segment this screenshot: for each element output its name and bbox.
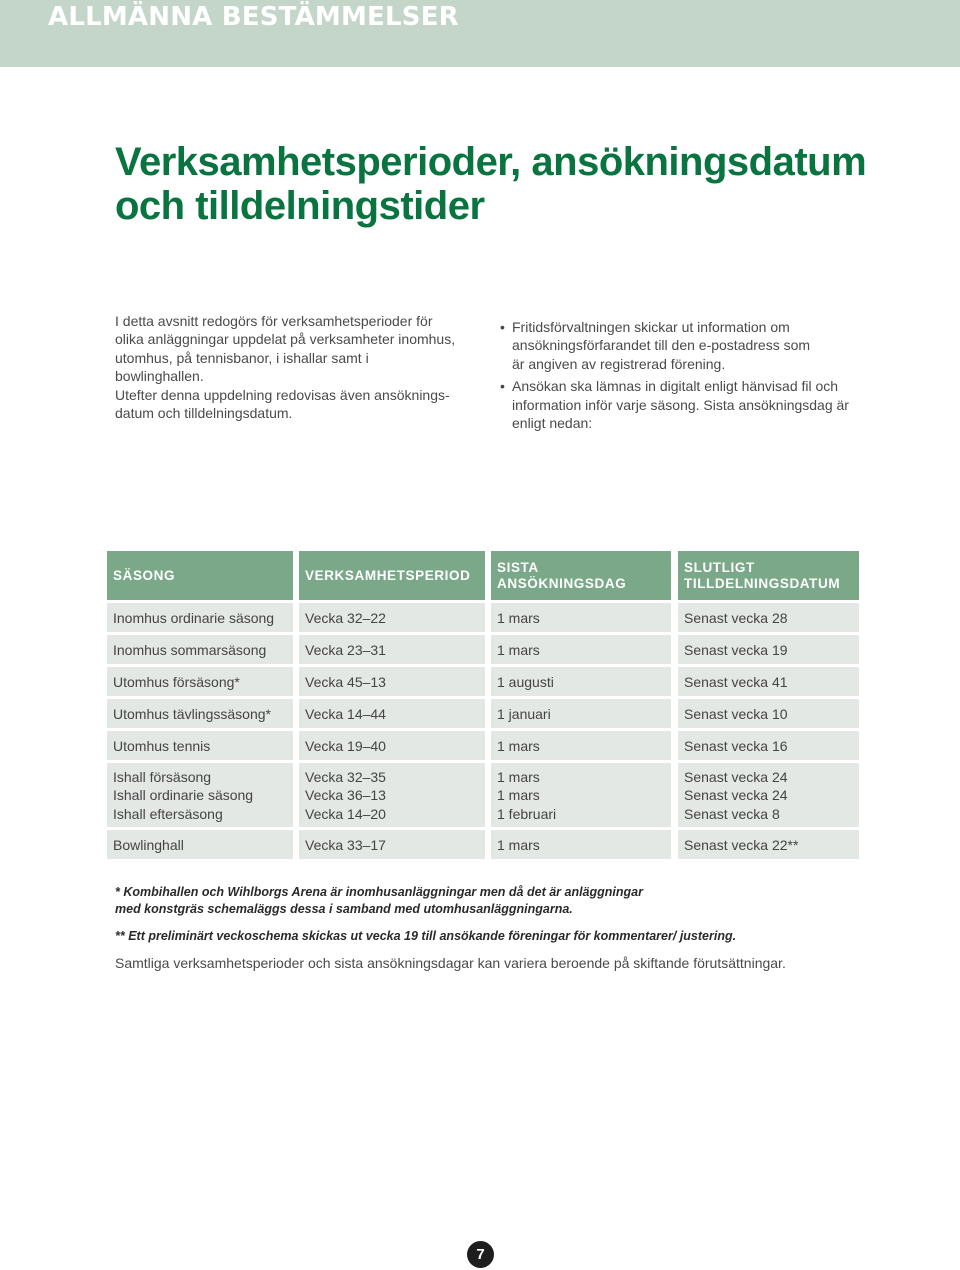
page-title-line: och tilldelningstider bbox=[115, 184, 485, 228]
cell-deadline bbox=[491, 731, 671, 760]
cell-line: Vecka 32–35 bbox=[305, 769, 386, 785]
info-bullet-list bbox=[499, 318, 859, 436]
bullet-item bbox=[499, 318, 859, 373]
cell-allocation bbox=[678, 830, 859, 859]
bullet-line: enligt nedan: bbox=[512, 415, 593, 432]
cell-line: Senast vecka 19 bbox=[684, 642, 788, 658]
cell-allocation bbox=[678, 667, 859, 696]
season-schedule-table bbox=[107, 551, 860, 862]
intro-line: datum och tilldelningsdatum. bbox=[115, 405, 293, 422]
header-line: SÄSONG bbox=[113, 567, 176, 583]
cell-allocation bbox=[678, 731, 859, 760]
bullet-dot-icon: • bbox=[500, 378, 505, 395]
column-header-deadline bbox=[491, 551, 671, 600]
intro-paragraph bbox=[115, 312, 460, 422]
cell-deadline bbox=[491, 699, 671, 728]
cell-deadline bbox=[491, 763, 671, 827]
cell-season bbox=[107, 699, 293, 728]
cell-line: Senast vecka 28 bbox=[684, 610, 788, 626]
cell-line: 1 mars bbox=[497, 738, 540, 754]
cell-line: 1 mars bbox=[497, 610, 540, 626]
table-row bbox=[107, 667, 860, 696]
cell-line: 1 januari bbox=[497, 706, 551, 722]
intro-line: Utefter denna uppdelning redovisas även ansöknings- bbox=[115, 386, 450, 403]
page-title-line: Verksamhetsperioder, ansökningsdatum bbox=[115, 140, 867, 184]
cell-line: Vecka 14–44 bbox=[305, 706, 386, 722]
cell-period bbox=[299, 731, 485, 760]
cell-deadline bbox=[491, 603, 671, 632]
intro-line: utomhus, på tennisbanor, i ishallar samt i bowlinghallen. bbox=[115, 349, 369, 385]
section-title: ALLMÄNNA BESTÄMMELSER bbox=[48, 2, 459, 32]
section-header-band bbox=[0, 0, 960, 67]
cell-line: 1 mars bbox=[497, 837, 540, 853]
footnote-line: ** Ett preliminärt veckoschema skickas ut vecka 19 till ansökande föreningar för kommentarer/ justering. bbox=[115, 929, 737, 943]
bullet-line: är angiven av registrerad förening. bbox=[512, 355, 726, 372]
footnote-1 bbox=[115, 884, 875, 918]
cell-deadline bbox=[491, 667, 671, 696]
cell-period bbox=[299, 603, 485, 632]
bullet-line: information inför varje säsong. Sista ansökningsdag är bbox=[512, 396, 849, 413]
column-header-season bbox=[107, 551, 293, 600]
cell-line: 1 augusti bbox=[497, 674, 554, 690]
footnote-3: Samtliga verksamhetsperioder och sista ansökningsdagar kan variera beroende på skiftande förutsättningar. bbox=[115, 955, 786, 971]
page-title bbox=[115, 140, 915, 228]
cell-line: 1 mars bbox=[497, 642, 540, 658]
cell-season bbox=[107, 635, 293, 664]
footnote-2 bbox=[115, 928, 875, 945]
cell-line: 1 mars bbox=[497, 769, 540, 785]
cell-line: Vecka 14–20 bbox=[305, 805, 386, 822]
cell-line: Bowlinghall bbox=[113, 837, 184, 853]
cell-line: Vecka 19–40 bbox=[305, 738, 386, 754]
cell-line: Inomhus sommarsäsong bbox=[113, 642, 267, 658]
intro-line: olika anläggningar uppdelat på verksamheter inomhus, bbox=[115, 331, 456, 348]
cell-line: Senast vecka 41 bbox=[684, 674, 788, 690]
cell-period bbox=[299, 699, 485, 728]
cell-line: 1 mars bbox=[497, 787, 540, 804]
cell-season bbox=[107, 731, 293, 760]
cell-line: Ishall försäsong bbox=[113, 769, 212, 785]
cell-line: Utomhus tävlingssäsong* bbox=[113, 706, 271, 722]
table-body bbox=[107, 603, 860, 859]
cell-line: Vecka 23–31 bbox=[305, 642, 386, 658]
bullet-item bbox=[499, 377, 859, 432]
cell-line: Senast vecka 24 bbox=[684, 787, 788, 804]
column-header-period bbox=[299, 551, 485, 600]
footnote-line: med konstgräs schemaläggs dessa i samband med utomhusanläggningarna. bbox=[115, 902, 573, 916]
cell-season bbox=[107, 667, 293, 696]
cell-line: Vecka 36–13 bbox=[305, 787, 386, 804]
cell-allocation bbox=[678, 763, 859, 827]
header-line: VERKSAMHETSPERIOD bbox=[305, 567, 471, 583]
cell-line: Utomhus tennis bbox=[113, 738, 211, 754]
cell-allocation bbox=[678, 635, 859, 664]
table-row bbox=[107, 699, 860, 728]
cell-line: Senast vecka 10 bbox=[684, 706, 788, 722]
cell-period bbox=[299, 635, 485, 664]
table-row bbox=[107, 635, 860, 664]
cell-line: Vecka 32–22 bbox=[305, 610, 386, 626]
table-row bbox=[107, 603, 860, 632]
table-header-row bbox=[107, 551, 860, 600]
cell-line: Utomhus försäsong* bbox=[113, 674, 240, 690]
header-line: SISTA ANSÖKNINGSDAG bbox=[497, 559, 627, 591]
cell-line: 1 februari bbox=[497, 805, 557, 822]
cell-line: Senast vecka 16 bbox=[684, 738, 788, 754]
cell-season bbox=[107, 763, 293, 827]
header-line: TILLDELNINGSDATUM bbox=[684, 575, 841, 591]
bullet-line: Fritidsförvaltningen skickar ut information om bbox=[512, 319, 790, 335]
bullet-line: ansökningsförfarandet till den e-postadress som bbox=[512, 337, 811, 354]
bullet-dot-icon: • bbox=[500, 319, 505, 335]
intro-line: I detta avsnitt redogörs för verksamhetsperioder för bbox=[115, 313, 433, 329]
table-row bbox=[107, 731, 860, 760]
cell-period bbox=[299, 763, 485, 827]
cell-line: Senast vecka 24 bbox=[684, 769, 788, 785]
table-row bbox=[107, 763, 860, 827]
cell-season bbox=[107, 603, 293, 632]
cell-season bbox=[107, 830, 293, 859]
cell-line: Inomhus ordinarie säsong bbox=[113, 610, 275, 626]
cell-period bbox=[299, 830, 485, 859]
cell-allocation bbox=[678, 699, 859, 728]
header-line: SLUTLIGT bbox=[684, 559, 755, 575]
bullet-line: Ansökan ska lämnas in digitalt enligt hänvisad fil och bbox=[512, 378, 839, 395]
column-header-allocation bbox=[678, 551, 859, 600]
cell-line: Vecka 45–13 bbox=[305, 674, 386, 690]
cell-deadline bbox=[491, 830, 671, 859]
footnotes bbox=[115, 884, 875, 972]
page-number: 7 bbox=[467, 1241, 494, 1268]
cell-line: Senast vecka 22** bbox=[684, 837, 799, 853]
table-row bbox=[107, 830, 860, 859]
cell-line: Senast vecka 8 bbox=[684, 805, 780, 822]
cell-deadline bbox=[491, 635, 671, 664]
cell-allocation bbox=[678, 603, 859, 632]
cell-line: Ishall ordinarie säsong bbox=[113, 787, 254, 804]
cell-period bbox=[299, 667, 485, 696]
cell-line: Vecka 33–17 bbox=[305, 837, 386, 853]
cell-line: Ishall eftersäsong bbox=[113, 805, 223, 822]
footnote-line: * Kombihallen och Wihlborgs Arena är inomhusanläggningar men då det är anläggningar bbox=[115, 885, 643, 899]
